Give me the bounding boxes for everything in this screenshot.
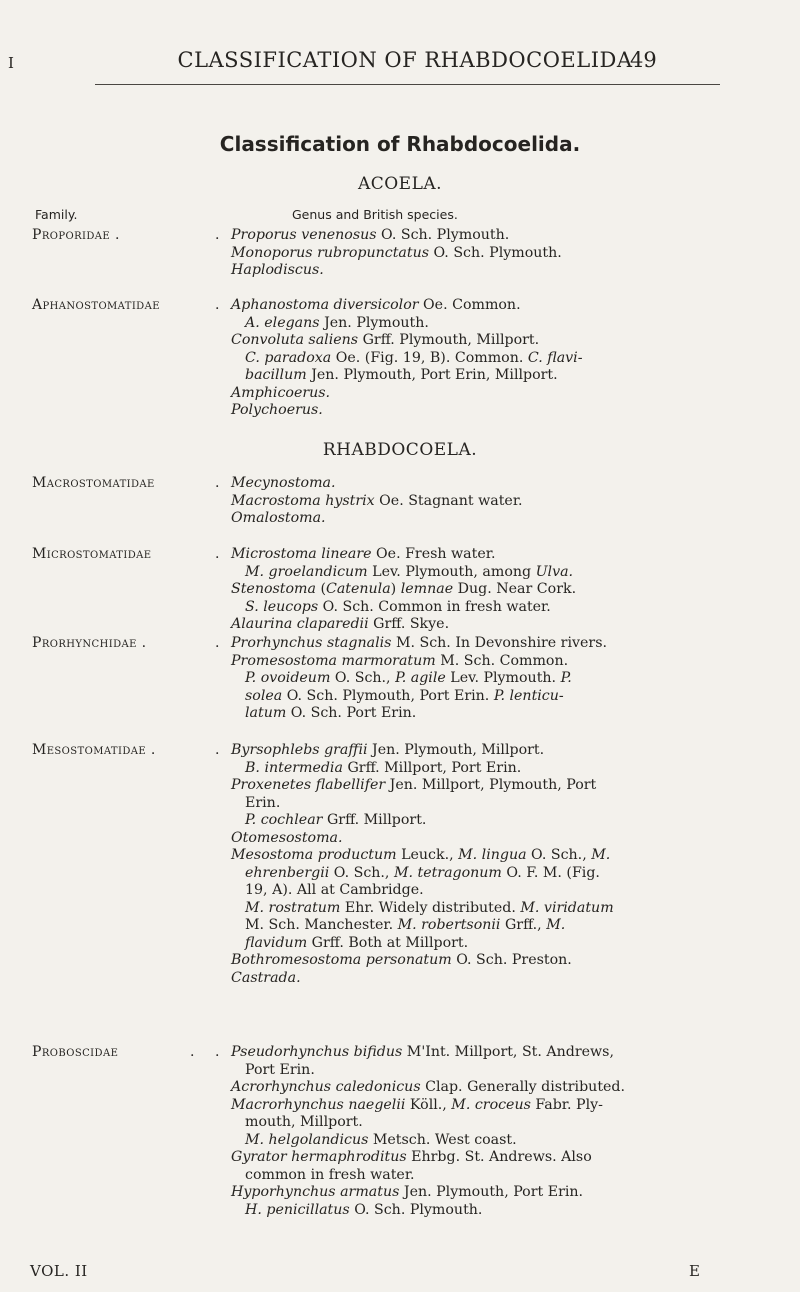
running-title: CLASSIFICATION OF RHABDOCOELIDA xyxy=(177,48,633,72)
taxon-name: S. leucops xyxy=(245,598,319,615)
taxon-note: M. Sch. Common. xyxy=(435,652,569,669)
taxon-note: M. Sch. Manchester. xyxy=(245,917,398,933)
taxon-note: common in fresh water. xyxy=(245,1166,415,1183)
taxon-name: Bothromesostoma personatum xyxy=(231,952,452,968)
header-rule xyxy=(95,84,720,85)
genus-list xyxy=(231,742,731,987)
taxon-note: Jen. Plymouth, Port Erin. xyxy=(399,1184,584,1200)
leader-dot: . xyxy=(215,635,220,651)
taxon-name: Proxenetes flabellifer xyxy=(231,777,386,793)
taxon-name: Convoluta saliens xyxy=(231,332,359,348)
taxon-name: M. xyxy=(546,917,566,933)
taxon-note: Grff. Plymouth, Millport. xyxy=(358,332,540,348)
taxon-name: solea xyxy=(245,687,283,704)
taxon-name: lemnae xyxy=(400,581,454,597)
taxon-note: Clap. Generally distributed. xyxy=(420,1079,626,1095)
taxon-note: Oe. Stagnant water. xyxy=(374,492,523,509)
taxon-note: O. Sch. Plymouth, Port Erin. xyxy=(282,687,494,704)
taxon-name: Pseudorhynchus bifidus xyxy=(231,1044,403,1060)
taxon-note: O. Sch. Plymouth. xyxy=(376,227,510,243)
taxon-name: B. intermedia xyxy=(245,759,343,776)
taxon-name: Alaurina claparedii xyxy=(231,616,369,632)
taxon-note: O. Sch. Plymouth. xyxy=(429,244,562,261)
taxon-note: Jen. Plymouth, Port Erin, Millport. xyxy=(306,367,558,383)
family-name: Proboscidae xyxy=(32,1044,119,1060)
genus-list xyxy=(231,297,731,420)
taxon-name: M. lingua xyxy=(458,847,527,863)
taxon-note: O. Sch., xyxy=(526,847,592,863)
taxon-note: O. Sch. Plymouth. xyxy=(349,1201,483,1218)
section-heading-rhabdocoela: RHABDOCOELA. xyxy=(322,440,478,460)
taxon-name: M. tetragonum xyxy=(393,864,502,881)
taxon-note: Jen. Millport, Plymouth, Port xyxy=(385,777,597,793)
taxon-name: Castrada. xyxy=(231,969,301,986)
taxon-name: A. elegans xyxy=(245,314,320,331)
taxon-name: Acrorhynchus caledonicus xyxy=(231,1079,421,1095)
family-name: Macrostomatidae xyxy=(32,475,155,491)
taxon-name: P. agile xyxy=(395,670,446,686)
taxon-name: Prorhynchus stagnalis xyxy=(231,635,392,651)
family-name: Microstomatidae xyxy=(32,546,152,562)
taxon-name: Macrostoma hystrix xyxy=(231,492,375,509)
taxon-note: Metsch. West coast. xyxy=(368,1131,517,1148)
leader-dot: . xyxy=(215,297,220,313)
taxon-note: M'Int. Millport, St. Andrews, xyxy=(402,1044,614,1060)
leader-dot: . xyxy=(215,227,220,243)
taxon-note: ) xyxy=(390,581,401,597)
taxon-name: P. lenticu- xyxy=(493,687,564,704)
taxon-note: M. Sch. In Devonshire rivers. xyxy=(391,635,607,651)
taxon-note: O. F. M. (Fig. xyxy=(501,864,600,881)
taxon-name: Microstoma lineare xyxy=(231,546,372,562)
taxon-name: M. xyxy=(591,847,611,863)
taxon-name: Stenostoma xyxy=(231,581,316,597)
taxon-name: bacillum xyxy=(245,367,307,383)
page-title: Classification of Rhabdocoelida. xyxy=(219,132,581,156)
genus-list xyxy=(231,546,731,634)
taxon-note: Köll., xyxy=(405,1096,452,1113)
taxon-name: Catenula xyxy=(325,581,391,597)
volume-label: VOL. II xyxy=(30,1262,88,1280)
taxon-name: ehrenbergii xyxy=(245,864,330,881)
family-name: Prorhynchidae . xyxy=(32,635,147,651)
taxon-name: Proporus venenosus xyxy=(231,227,377,243)
taxon-note: Lev. Plymouth, among xyxy=(367,563,536,580)
page-number: 49 xyxy=(630,48,657,72)
taxon-note: Grff. Millport. xyxy=(322,812,427,828)
family-name: Proporidae . xyxy=(32,227,120,243)
genus-list xyxy=(231,227,731,280)
taxon-name: C. flavi- xyxy=(527,349,583,366)
taxon-name: Gyrator hermaphroditus xyxy=(231,1149,407,1165)
taxon-note: Erin. xyxy=(245,794,281,811)
taxon-note: O. Sch. Common in fresh water. xyxy=(318,598,551,615)
family-name: Aphanostomatidae xyxy=(32,297,160,313)
taxon-name: Polychoerus. xyxy=(231,402,323,418)
taxon-note: 19, A). All at Cambridge. xyxy=(245,882,424,898)
taxon-note: O. Sch., xyxy=(329,864,394,881)
taxon-note: Fabr. Ply- xyxy=(530,1096,603,1113)
taxon-note: Leuck., xyxy=(396,847,459,863)
running-header xyxy=(0,48,800,78)
leader-dot: . xyxy=(215,1044,220,1060)
taxon-name: M. viridatum xyxy=(520,899,614,916)
taxon-name: Mesostoma productum xyxy=(231,847,397,863)
taxon-note: mouth, Millport. xyxy=(245,1114,363,1130)
leader-dot: . xyxy=(215,742,220,758)
taxon-note: Grff. Both at Millport. xyxy=(307,934,469,951)
taxon-name: Otomesostoma. xyxy=(231,829,343,846)
genus-list xyxy=(231,635,731,723)
section-heading-acoela: ACOELA. xyxy=(357,174,443,194)
taxon-note: Dug. Near Cork. xyxy=(453,581,577,597)
taxon-name: M. croceus xyxy=(451,1096,531,1113)
column-heading-family: Family. xyxy=(35,207,78,222)
taxon-note: Jen. Plymouth, Millport. xyxy=(367,742,545,758)
taxon-note: Grff. Millport, Port Erin. xyxy=(342,759,522,776)
taxon-name: Haplodiscus. xyxy=(231,262,324,278)
taxon-note: Ehr. Widely distributed. xyxy=(340,899,521,916)
chapter-numeral: I xyxy=(8,54,14,72)
taxon-name: flavidum xyxy=(245,934,308,951)
taxon-name: M. rostratum xyxy=(245,899,341,916)
leader-dot: . xyxy=(215,546,220,562)
taxon-name: H. penicillatus xyxy=(245,1201,350,1218)
taxon-note: Grff. Skye. xyxy=(368,616,450,632)
taxon-note: Grff., xyxy=(500,917,547,933)
taxon-name: P. cochlear xyxy=(245,812,323,828)
taxon-name: Monoporus rubropunctatus xyxy=(231,244,429,261)
taxon-note: Jen. Plymouth. xyxy=(319,314,429,331)
taxon-note: Port Erin. xyxy=(245,1061,315,1078)
genus-list xyxy=(231,1044,731,1219)
taxon-name: C. paradoxa xyxy=(245,349,332,366)
taxon-note: ( xyxy=(315,581,326,597)
taxon-note: Oe. Common. xyxy=(418,297,521,313)
column-heading-genus: Genus and British species. xyxy=(292,207,458,222)
leader-dot: . xyxy=(190,1044,195,1060)
taxon-name: Macrorhynchus naegelii xyxy=(231,1096,406,1113)
taxon-note: Oe. (Fig. 19, B). Common. xyxy=(331,349,528,366)
taxon-name: M. robertsonii xyxy=(397,917,501,933)
taxon-name: M. helgolandicus xyxy=(245,1131,369,1148)
taxon-name: Ulva. xyxy=(535,563,574,580)
taxon-name: Promesostoma marmoratum xyxy=(231,652,436,669)
taxon-name: Amphicoerus. xyxy=(231,384,331,401)
taxon-name: Byrsophlebs graffii xyxy=(231,742,368,758)
taxon-note: Ehrbg. St. Andrews. Also xyxy=(406,1149,592,1165)
leader-dot: . xyxy=(215,475,220,491)
taxon-name: M. groelandicum xyxy=(245,563,368,580)
taxon-name: Omalostoma. xyxy=(231,510,326,526)
taxon-note: Lev. Plymouth. xyxy=(445,670,561,686)
taxon-name: Mecynostoma. xyxy=(231,475,336,491)
taxon-note: O. Sch. Port Erin. xyxy=(286,705,417,721)
taxon-note: O. Sch., xyxy=(330,670,396,686)
signature-mark: E xyxy=(689,1262,700,1280)
taxon-name: P. xyxy=(560,670,572,686)
genus-list xyxy=(231,475,731,528)
taxon-name: Hyporhynchus armatus xyxy=(231,1184,400,1200)
taxon-name: Aphanostoma diversicolor xyxy=(231,297,419,313)
taxon-note: O. Sch. Preston. xyxy=(451,952,572,968)
family-name: Mesostomatidae . xyxy=(32,742,156,758)
taxon-name: P. ovoideum xyxy=(245,670,331,686)
taxon-note: Oe. Fresh water. xyxy=(371,546,496,562)
taxon-name: latum xyxy=(245,705,287,721)
